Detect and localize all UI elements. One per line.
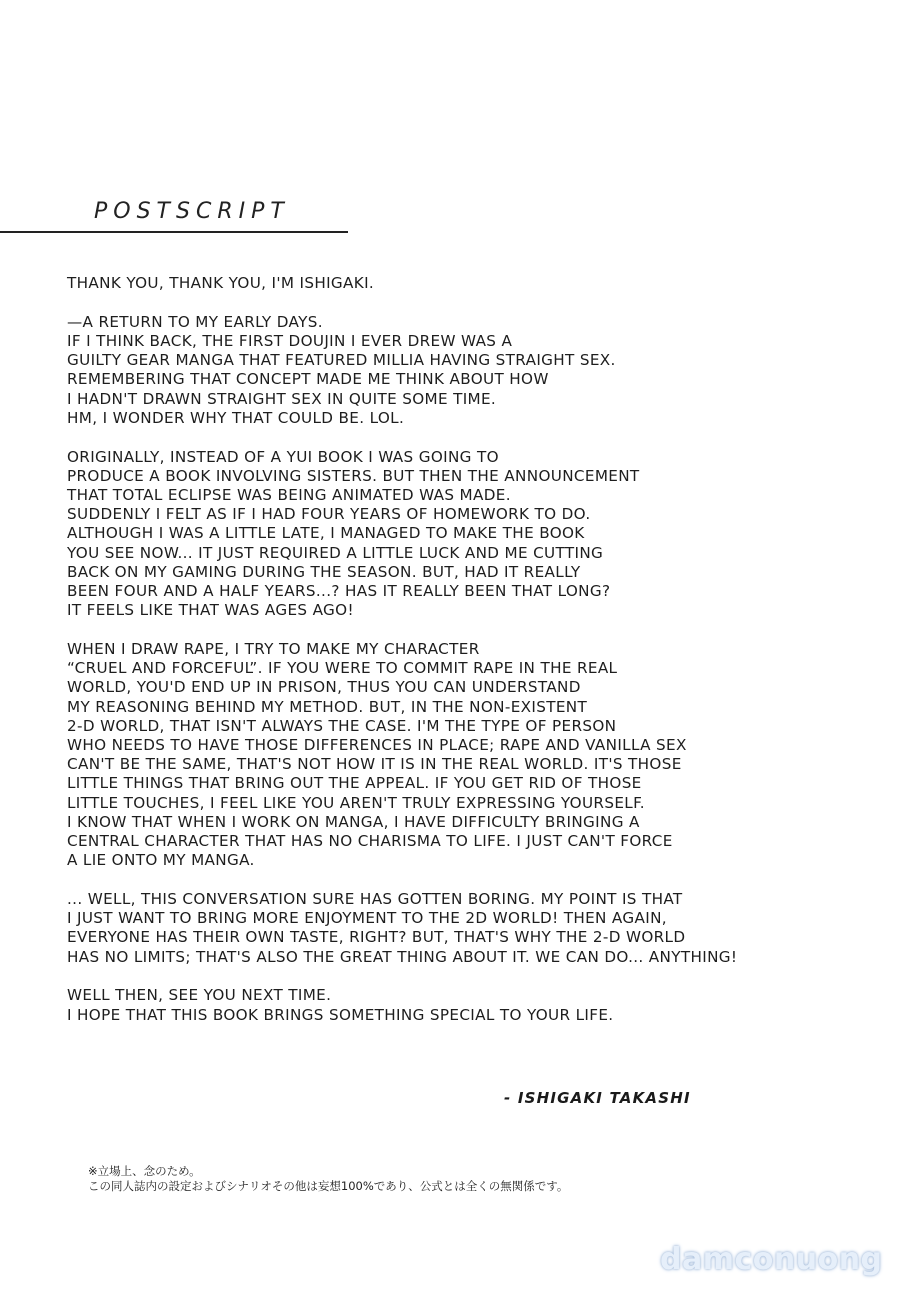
text-line: SUDDENLY I FELT AS IF I HAD FOUR YEARS OF HOMEWORK TO DO. [67, 505, 591, 524]
text-line: A LIE ONTO MY MANGA. [67, 851, 255, 870]
footnote [88, 1164, 568, 1194]
paragraph-1 [67, 274, 887, 293]
text-line: I HADN'T DRAWN STRAIGHT SEX IN QUITE SOME TIME. [67, 389, 497, 408]
text-line: PRODUCE A BOOK INVOLVING SISTERS. BUT THEN THE ANNOUNCEMENT [67, 466, 640, 485]
text-line: WHEN I DRAW RAPE, I TRY TO MAKE MY CHARACTER [67, 640, 480, 659]
text-line: ORIGINALLY, INSTEAD OF A YUI BOOK I WAS GOING TO [67, 447, 499, 466]
text-line: CAN'T BE THE SAME, THAT'S NOT HOW IT IS IN THE REAL WORLD. IT'S THOSE [67, 755, 682, 774]
paragraph-6 [67, 986, 887, 1024]
text-line: BACK ON MY GAMING DURING THE SEASON. BUT, HAD IT REALLY [67, 562, 581, 581]
text-line: —A RETURN TO MY EARLY DAYS. [67, 312, 323, 331]
text-line: I JUST WANT TO BRING MORE ENJOYMENT TO THE 2D WORLD! THEN AGAIN, [67, 909, 667, 928]
text-line: GUILTY GEAR MANGA THAT FEATURED MILLIA HAVING STRAIGHT SEX. [67, 351, 616, 370]
site-watermark: damconuong [660, 1242, 883, 1277]
text-line: CENTRAL CHARACTER THAT HAS NO CHARISMA TO LIFE. I JUST CAN'T FORCE [67, 832, 673, 851]
text-line: HM, I WONDER WHY THAT COULD BE. LOL. [67, 408, 405, 427]
text-line: I HOPE THAT THIS BOOK BRINGS SOMETHING SPECIAL TO YOUR LIFE. [67, 1005, 614, 1024]
text-line: ALTHOUGH I WAS A LITTLE LATE, I MANAGED TO MAKE THE BOOK [67, 524, 585, 543]
text-line: WELL THEN, SEE YOU NEXT TIME. [67, 986, 332, 1005]
footnote-line: ※立場上、念のため。 [88, 1164, 201, 1178]
text-line: THANK YOU, THANK YOU, I'M ISHIGAKI. [67, 274, 375, 292]
text-line: “CRUEL AND FORCEFUL”. IF YOU WERE TO COMMIT RAPE IN THE REAL [67, 659, 618, 678]
text-line: REMEMBERING THAT CONCEPT MADE ME THINK ABOUT HOW [67, 370, 549, 389]
page-title: POSTSCRIPT [94, 199, 290, 224]
paragraph-2 [67, 313, 887, 428]
paragraph-5 [67, 890, 887, 967]
text-line: IT FEELS LIKE THAT WAS AGES AGO! [67, 601, 354, 620]
text-line: ... WELL, THIS CONVERSATION SURE HAS GOTTEN BORING. MY POINT IS THAT [67, 890, 683, 909]
text-line: I KNOW THAT WHEN I WORK ON MANGA, I HAVE DIFFICULTY BRINGING A [67, 812, 640, 831]
text-line: THAT TOTAL ECLIPSE WAS BEING ANIMATED WAS MADE. [67, 486, 511, 505]
text-line: WHO NEEDS TO HAVE THOSE DIFFERENCES IN PLACE; RAPE AND VANILLA SEX [67, 736, 687, 755]
text-line: WORLD, YOU'D END UP IN PRISON, THUS YOU CAN UNDERSTAND [67, 678, 581, 697]
text-line: LITTLE THINGS THAT BRING OUT THE APPEAL. IF YOU GET RID OF THOSE [67, 774, 642, 793]
text-line: HAS NO LIMITS; THAT'S ALSO THE GREAT THING ABOUT IT. WE CAN DO... ANYTHING! [67, 947, 738, 966]
text-line: EVERYONE HAS THEIR OWN TASTE, RIGHT? BUT, THAT'S WHY THE 2-D WORLD [67, 928, 686, 947]
footnote-line: この同人誌内の設定およびシナリオその他は妄想100%であり、公式とは全くの無関係です。 [88, 1179, 569, 1193]
text-line: IF I THINK BACK, THE FIRST DOUJIN I EVER DREW WAS A [67, 332, 513, 350]
paragraph-3 [67, 448, 887, 621]
title-underline [0, 231, 348, 233]
author-signature: - ISHIGAKI TAKASHI [504, 1089, 691, 1107]
text-line: 2-D WORLD, THAT ISN'T ALWAYS THE CASE. I'M THE TYPE OF PERSON [67, 716, 617, 735]
text-line: BEEN FOUR AND A HALF YEARS...? HAS IT REALLY BEEN THAT LONG? [67, 582, 611, 601]
text-line: LITTLE TOUCHES, I FEEL LIKE YOU AREN'T TRULY EXPRESSING YOURSELF. [67, 793, 645, 812]
text-line: YOU SEE NOW... IT JUST REQUIRED A LITTLE LUCK AND ME CUTTING [67, 543, 604, 562]
postscript-body [67, 274, 887, 1044]
paragraph-4 [67, 640, 887, 870]
text-line: MY REASONING BEHIND MY METHOD. BUT, IN THE NON-EXISTENT [67, 697, 588, 716]
